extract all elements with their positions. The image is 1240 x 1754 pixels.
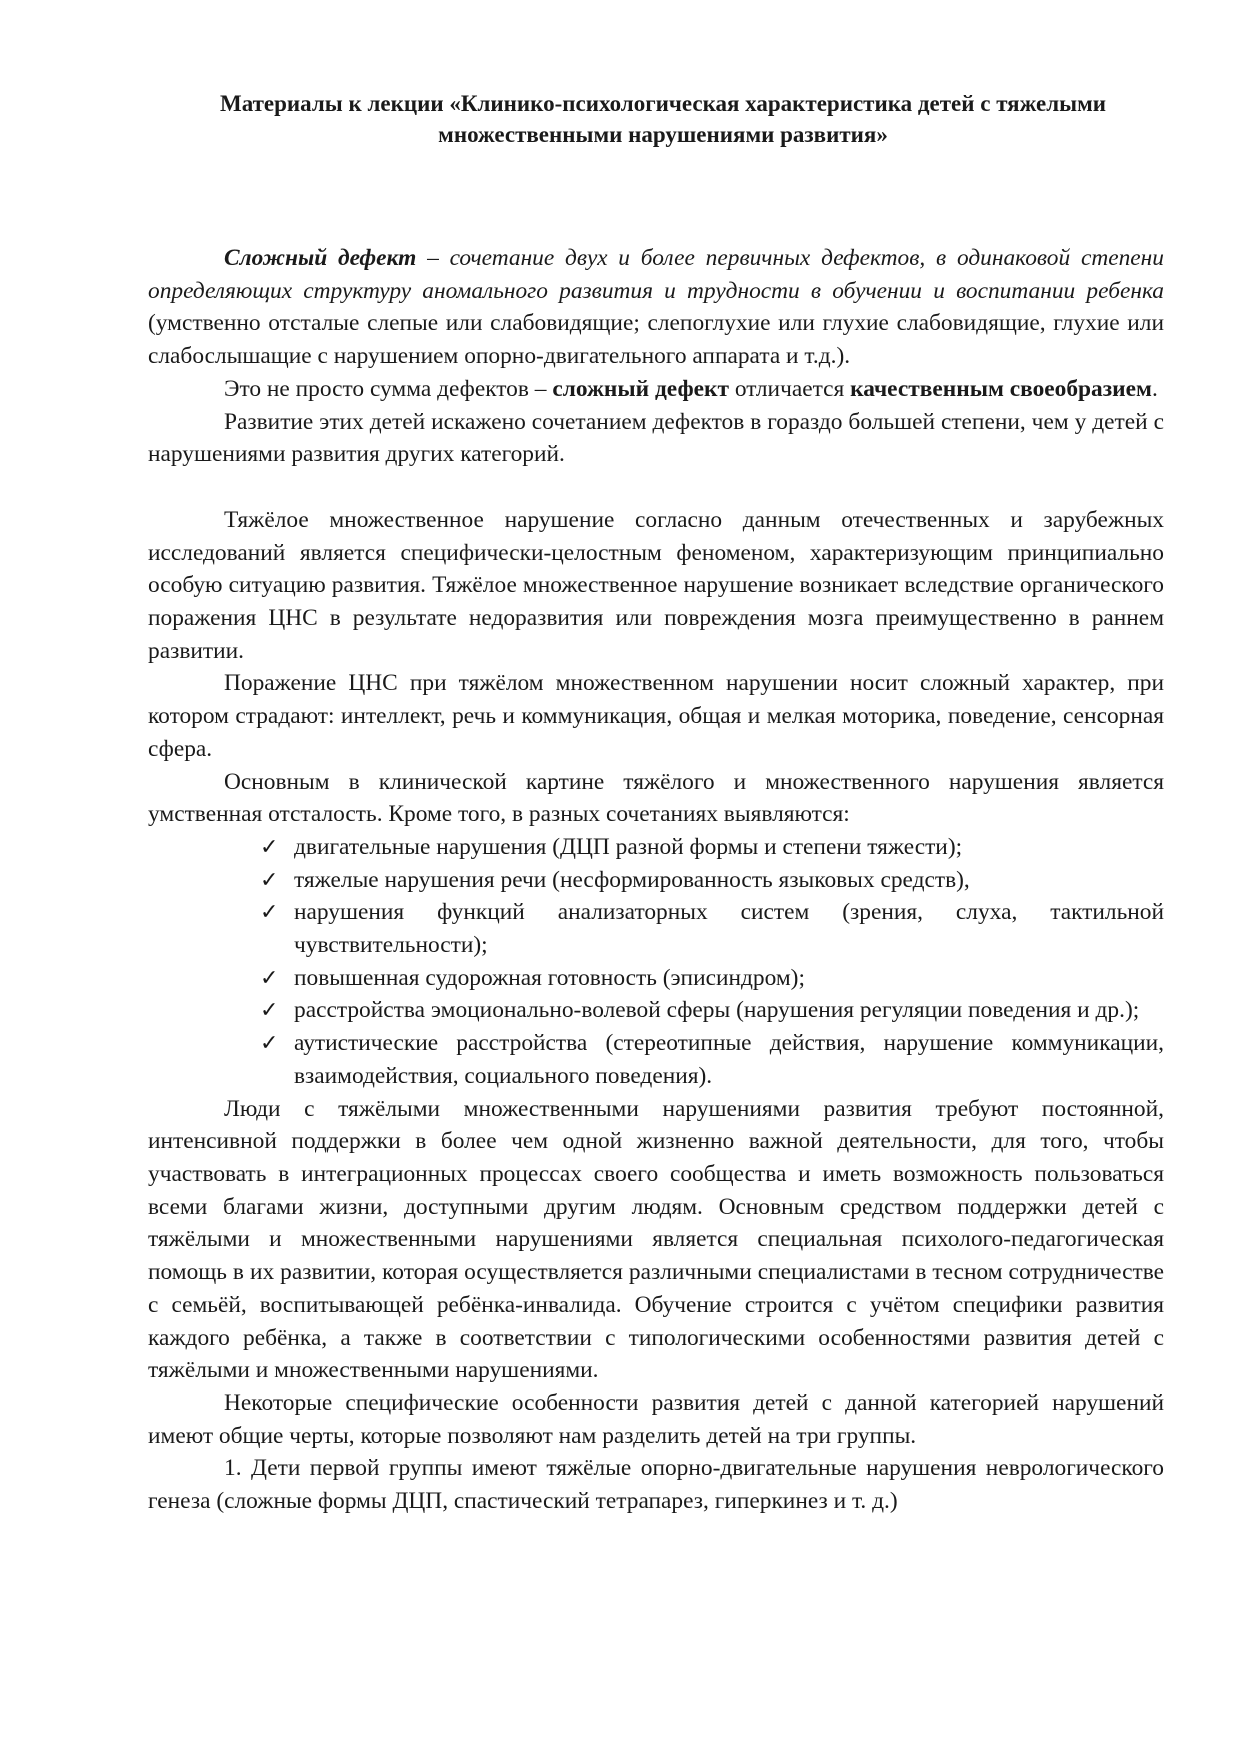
checkmark-icon: ✓ bbox=[260, 1030, 279, 1056]
definition-examples: (умственно отсталые слепые или слабовидящие; слепоглухие или глухие слабовидящие, глухие или слабослышащие с нарушением опорно-двигательного аппарата и т.д.). bbox=[148, 310, 1164, 370]
definition-text: – сочетание двух и более первичных дефектов, в одинаковой степени определяющих структуру аномального развития и трудности в обучении и воспитании ребенка bbox=[148, 245, 1164, 304]
list-item: ✓ повышенная судорожная готовность (эписиндром); bbox=[294, 962, 1164, 995]
paragraph-development-distortion: Развитие этих детей искажено сочетанием дефектов в гораздо большей степени, чем у детей с нарушениями развития других категорий. bbox=[148, 408, 1164, 468]
paragraph-support-needs: Люди с тяжёлыми множественными нарушениями развития требуют постоянной, интенсивной поддержки в более чем одной жизненно важной деятельности, для того, чтобы участвовать в интеграционных процессах своего сообщества и иметь возможность пользоваться всеми благами жизни, доступными другим людям. Основным средством поддержки детей с тяжёлыми и множественными нарушениями является специальная психолого-педагогическая помощь в их развитии, которая осуществляется различными специалистами в тесном сотрудничестве с семьёй, воспитывающей ребёнка-инвалида. Обучение строится с учётом специфики развития каждого ребёнка, а также в соответствии с типологическими особенностями развития детей с тяжёлыми и множественными нарушениями. bbox=[148, 1095, 1164, 1384]
document-title bbox=[148, 88, 1164, 150]
paragraph-three-groups: Некоторые специфические особенности развития детей с данной категорией нарушений имеют общие черты, которые позволяют нам разделить детей на три группы. bbox=[148, 1389, 1164, 1449]
term-complex-defect: Сложный дефект bbox=[224, 245, 417, 271]
paragraph-not-simple-sum: Это не просто сумма дефектов – сложный дефект отличается качественным своеобразием. bbox=[224, 375, 1158, 402]
bold-qualitative-originality: качественным своеобразием bbox=[850, 375, 1152, 402]
list-item: ✓ расстройства эмоционально-волевой сферы (нарушения регуляции поведения и др.); bbox=[294, 994, 1164, 1027]
list-item: ✓ тяжелые нарушения речи (несформированность языковых средств), bbox=[294, 864, 1164, 897]
paragraph-cns-damage: Поражение ЦНС при тяжёлом множественном нарушении носит сложный характер, при котором страдают: интеллект, речь и коммуникация, общая и мелкая моторика, поведение, сенсорная сфера. bbox=[148, 670, 1164, 762]
paragraph-first-group: 1. Дети первой группы имеют тяжёлые опорно-двигательные нарушения неврологического генеза (сложные формы ДЦП, спастический тетрапарез, гиперкинез и т. д.) bbox=[148, 1455, 1164, 1515]
list-item: ✓ двигательные нарушения (ДЦП разной формы и степени тяжести); bbox=[294, 831, 1164, 864]
bold-complex-defect: сложный дефект bbox=[552, 375, 730, 402]
checkmark-icon: ✓ bbox=[260, 964, 279, 990]
checklist bbox=[148, 831, 1164, 1093]
title-line-2: множественными нарушениями развития» bbox=[438, 122, 888, 147]
checkmark-icon: ✓ bbox=[260, 997, 279, 1023]
list-item: ✓ аутистические расстройства (стереотипные действия, нарушение коммуникации, взаимодействия, социального поведения). bbox=[294, 1027, 1164, 1092]
checkmark-icon: ✓ bbox=[260, 899, 279, 925]
checkmark-icon: ✓ bbox=[260, 866, 279, 892]
checkmark-icon: ✓ bbox=[260, 833, 279, 859]
paragraph-severe-multiple-disorder: Тяжёлое множественное нарушение согласно данным отечественных и зарубежных исследований является специфически-целостным феноменом, характеризующим принципиально особую ситуацию развития. Тяжёлое множественное нарушение возникает вследствие органического поражения ЦНС в результате недоразвития или повреждения мозга преимущественно в раннем развитии. bbox=[148, 506, 1164, 664]
list-item: ✓ нарушения функций анализаторных систем (зрения, слуха, тактильной чувствительности); bbox=[294, 896, 1164, 961]
paragraph-complex-defect-definition bbox=[148, 242, 1164, 373]
paragraph-clinical-picture: Основным в клинической картине тяжёлого и множественного нарушения является умственная отсталость. Кроме того, в разных сочетаниях выявляются: bbox=[148, 768, 1164, 828]
title-line-1: Материалы к лекции «Клинико-психологическая характеристика детей с тяжелыми bbox=[219, 91, 1106, 116]
